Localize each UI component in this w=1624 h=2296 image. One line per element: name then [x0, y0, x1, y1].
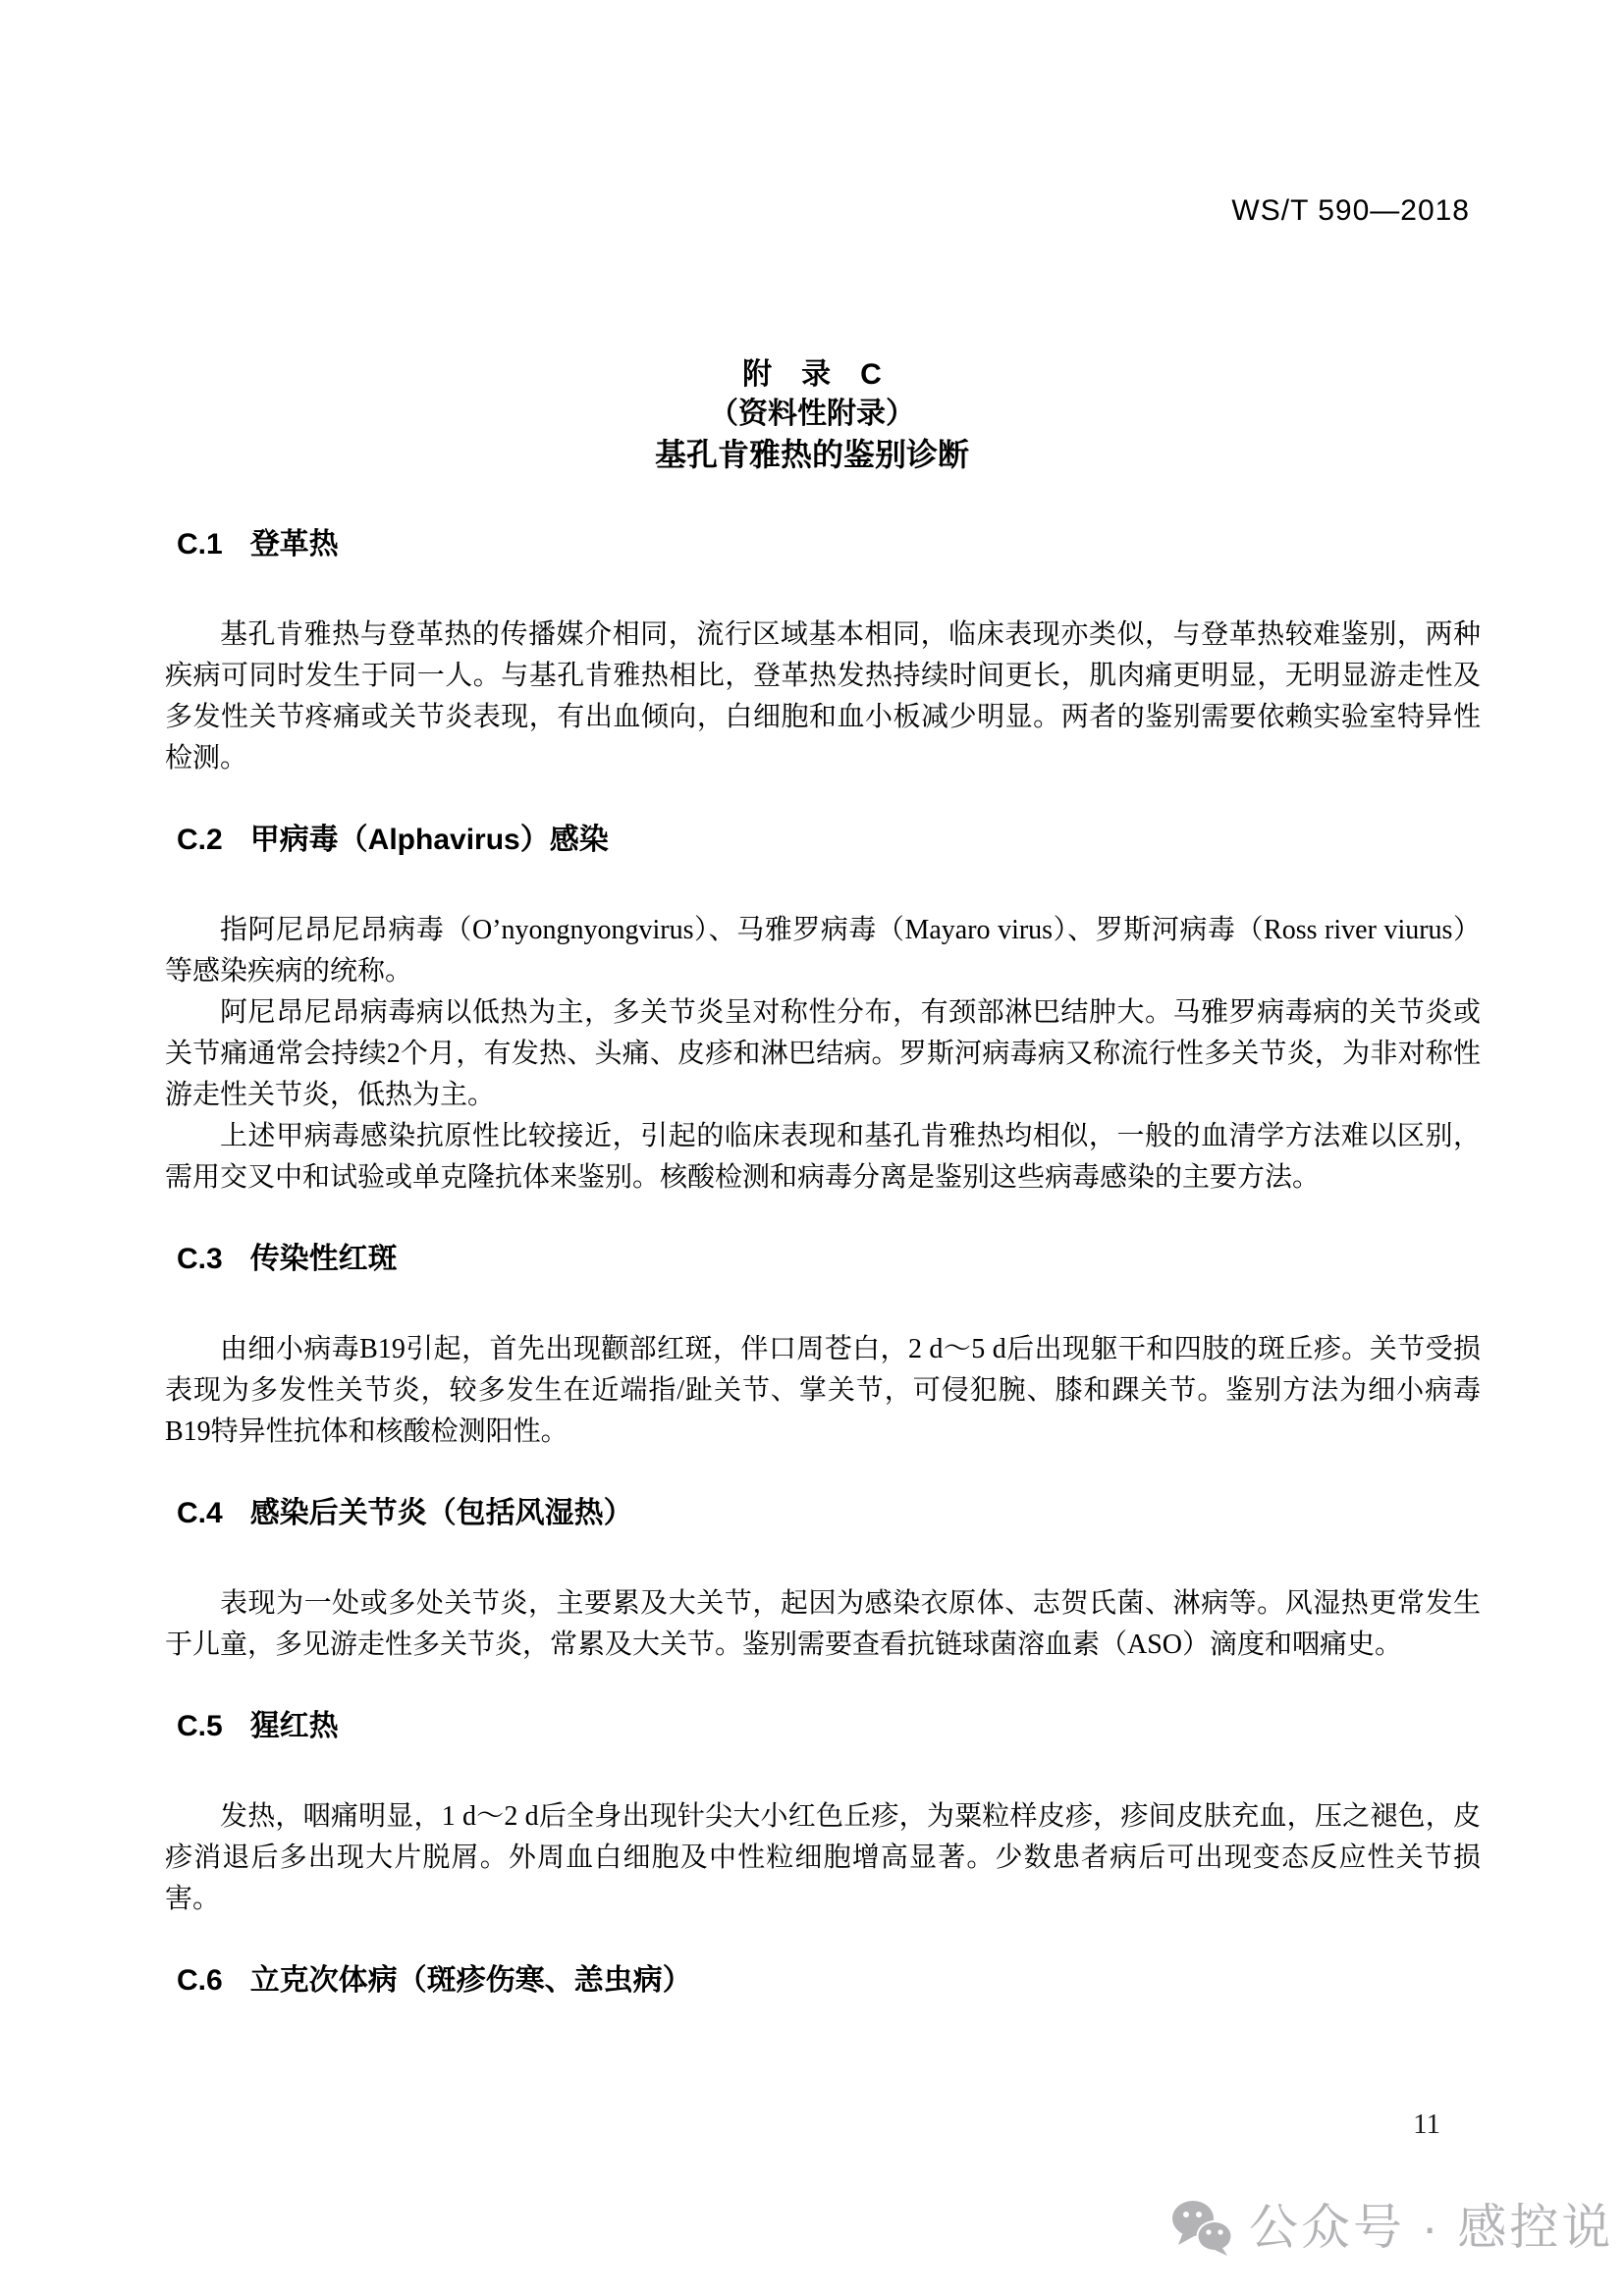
wechat-icon: [1170, 2199, 1235, 2256]
section-number: C.2: [177, 824, 223, 856]
paragraph: 基孔肯雅热与登革热的传播媒介相同，流行区域基本相同，临床表现亦类似，与登革热较难鉴别，两种疾病可同时发生于同一人。与基孔肯雅热相比，登革热发热持续时间更长，肌肉痛更明显，无明显游走性及多发性关节疼痛或关节炎表现，有出血倾向，白细胞和血小板减少明显。两者的鉴别需要依赖实验室特异性检测。: [165, 619, 1481, 774]
appendix-title-block: [0, 355, 1624, 475]
section-heading: [177, 1964, 1481, 1998]
paragraph: 表现为一处或多处关节炎，主要累及大关节，起因为感染衣原体、志贺氏菌、淋病等。风湿热更常发生于儿童，多见游走性多关节炎，常累及大关节。鉴别需要查看抗链球菌溶血素（ASO）滴度和咽痛史。: [165, 1588, 1481, 1660]
section-heading: [177, 1497, 1481, 1530]
watermark-text: 公众号 · 感控说: [1249, 2200, 1614, 2255]
appendix-subject: 基孔肯雅热的鉴别诊断: [654, 437, 969, 472]
section-c4: [165, 1497, 1481, 1666]
section-c3: [165, 1243, 1481, 1453]
section-title: 登革热: [249, 528, 339, 561]
appendix-type: （资料性附录）: [709, 398, 915, 430]
section-number: C.5: [177, 1710, 223, 1742]
section-number: C.6: [177, 1964, 223, 1997]
section-title: 立克次体病（斑疹伤寒、恙虫病）: [249, 1964, 692, 1997]
section-number: C.1: [177, 528, 223, 561]
wechat-watermark: [1170, 2199, 1613, 2256]
section-title: 感染后关节炎（包括风湿热）: [249, 1497, 633, 1529]
section-title: 甲病毒（Alphavirus）感染: [249, 824, 609, 856]
section-title: 传染性红斑: [249, 1243, 398, 1275]
page-number: 11: [1413, 2109, 1440, 2140]
document-body: [165, 528, 1481, 2051]
section-heading: [177, 1243, 1481, 1276]
paragraph: 阿尼昂尼昂病毒病以低热为主，多关节炎呈对称性分布，有颈部淋巴结肿大。马雅罗病毒病的关节炎或关节痛通常会持续2个月，有发热、头痛、皮疹和淋巴结病。罗斯河病毒病又称流行性多关节炎，为非对称性游走性关节炎，低热为主。: [165, 997, 1481, 1110]
section-c5: [165, 1710, 1481, 1920]
paragraph: 由细小病毒B19引起，首先出现颧部红斑，伴口周苍白，2 d～5 d后出现躯干和四肢的斑丘疹。关节受损表现为多发性关节炎，较多发生在近端指/趾关节、掌关节，可侵犯腕、膝和踝关节。鉴别方法为细小病毒B19特异性抗体和核酸检测阳性。: [165, 1334, 1481, 1447]
section-c2: [165, 824, 1481, 1199]
paragraph: 上述甲病毒感染抗原性比较接近，引起的临床表现和基孔肯雅热均相似，一般的血清学方法难以区别，需用交叉中和试验或单克隆抗体来鉴别。核酸检测和病毒分离是鉴别这些病毒感染的主要方法。: [165, 1121, 1481, 1193]
section-heading: [177, 1710, 1481, 1743]
section-c1: [165, 528, 1481, 779]
paragraph: 指阿尼昂尼昂病毒（O’nyongnyongvirus）、马雅罗病毒（Mayaro virus）、罗斯河病毒（Ross river viurus）等感染疾病的统称。: [165, 915, 1481, 987]
appendix-label: 附 录 C: [742, 358, 882, 391]
paragraph: 发热，咽痛明显，1 d～2 d后全身出现针尖大小红色丘疹，为粟粒样皮疹，疹间皮肤充血，压之褪色，皮疹消退后多出现大片脱屑。外周血白细胞及中性粒细胞增高显著。少数患者病后可出现变态反应性关节损害。: [165, 1801, 1481, 1914]
section-number: C.4: [177, 1497, 223, 1529]
section-heading: [177, 824, 1481, 857]
section-c6: [165, 1964, 1481, 1998]
section-title: 猩红热: [249, 1710, 339, 1742]
section-heading: [177, 528, 1481, 561]
standard-number: WS/T 590—2018: [1231, 194, 1470, 227]
section-number: C.3: [177, 1243, 223, 1275]
